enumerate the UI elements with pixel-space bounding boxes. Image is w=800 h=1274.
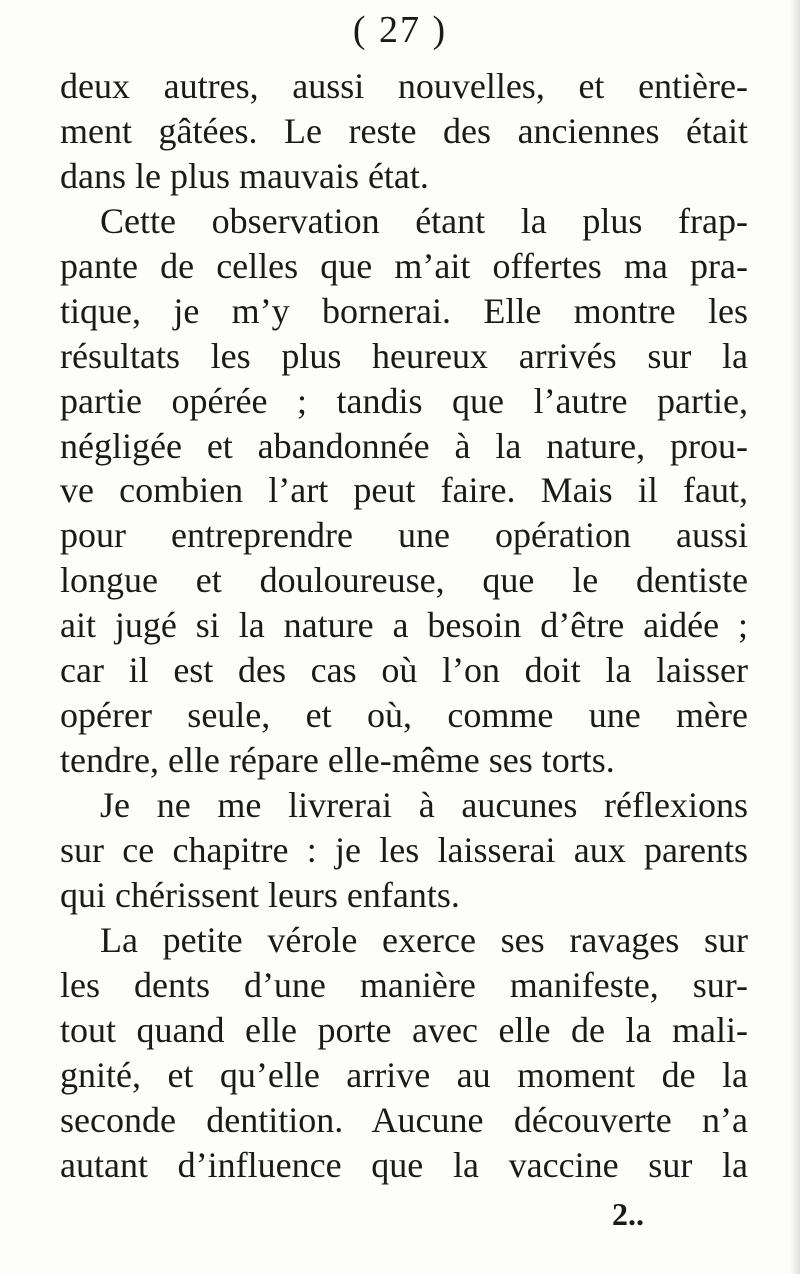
text-line: longue et douloureuse, que le dentiste [60,560,748,601]
text-line: les dents d’une manière manifeste, sur- [60,964,748,1005]
text-line: tout quand elle porte avec elle de la mali- [60,1009,748,1050]
text-line: autant d’influence que la vaccine sur la [60,1144,748,1185]
paragraph-start: La petite vérole exerce ses ravages sur [100,919,748,960]
text-line: ait jugé si la nature a besoin d’être aidée ; [60,605,748,646]
text-line: résultats les plus heureux arrivés sur la [60,335,748,376]
text-line: ve combien l’art peut faire. Mais il faut, [60,470,748,511]
text-line: seconde dentition. Aucune découverte n’a [60,1099,748,1140]
body-text [60,64,748,1187]
text-line: sur ce chapitre : je les laisserai aux parents [60,829,748,870]
paragraph-start: Cette observation étant la plus frap- [100,200,748,241]
text-line: opérer seule, et où, comme une mère [60,695,748,736]
text-line: car il est des cas où l’on doit la laisser [60,650,748,691]
text-line: deux autres, aussi nouvelles, et entière- [60,66,748,106]
text-line: tendre, elle répare elle-même ses torts. [60,740,615,781]
signature-mark: 2.. [612,1196,644,1232]
page-edge [790,0,800,1274]
text-line: pante de celles que m’ait offertes ma pra- [60,245,748,286]
text-line: gnité, et qu’elle arrive au moment de la [60,1054,748,1095]
text-line: dans le plus mauvais état. [60,155,429,196]
text-line: négligée et abandonnée à la nature, prou- [60,425,748,466]
paragraph-start: Je ne me livrerai à aucunes réflexions [100,785,748,825]
text-line: tique, je m’y bornerai. Elle montre les [60,290,748,331]
page-number: ( 27 ) [352,9,448,51]
text-line: ment gâtées. Le reste des anciennes était [60,110,748,151]
text-line: partie opérée ; tandis que l’autre partie, [60,380,748,421]
text-line: pour entreprendre une opération aussi [60,515,748,556]
text-line: qui chérissent leurs enfants. [60,874,460,915]
